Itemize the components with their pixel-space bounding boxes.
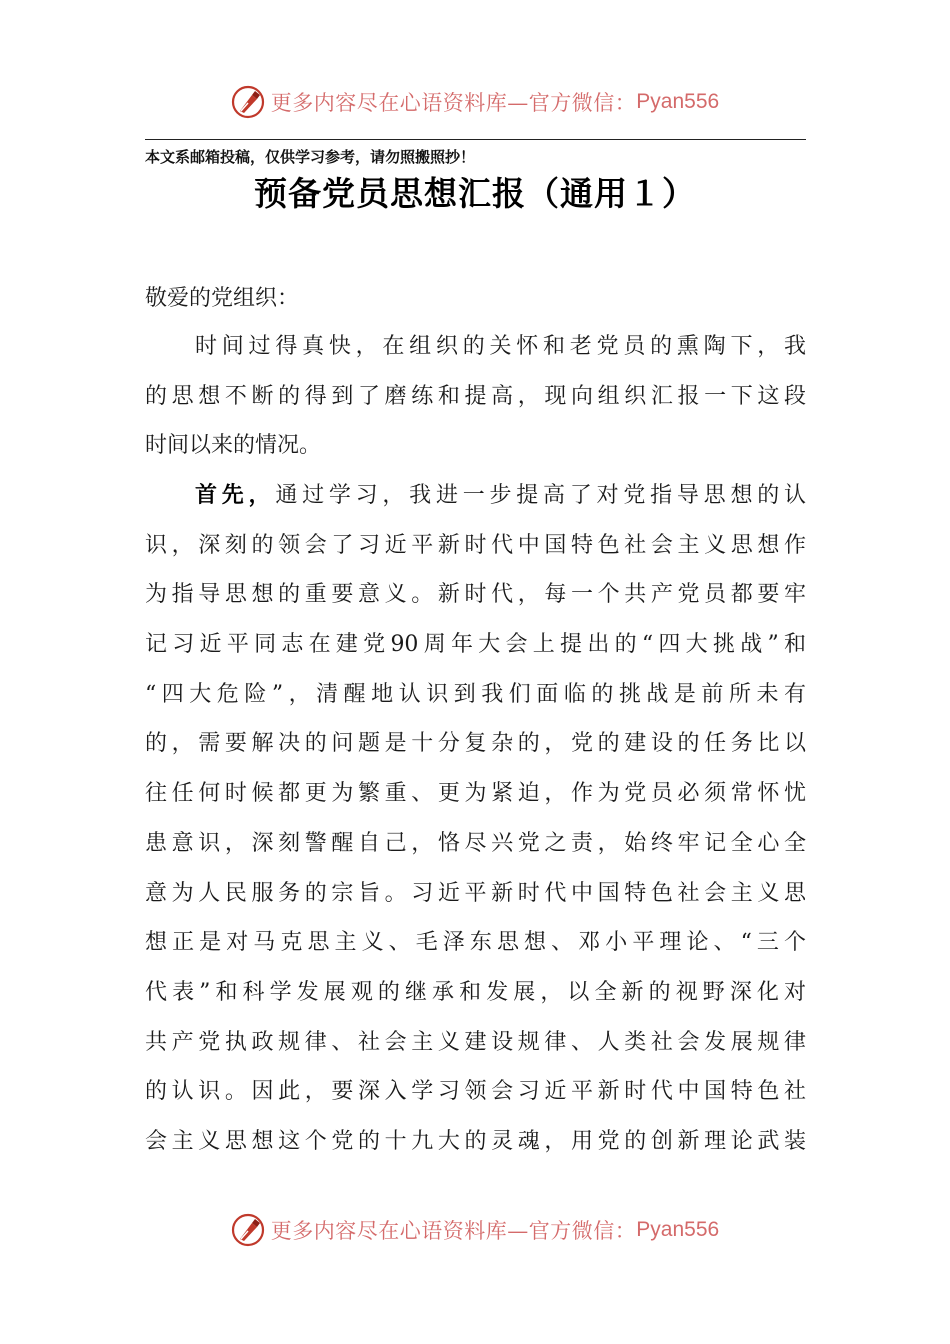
paragraph-line-first xyxy=(145,471,806,521)
paragraph-line: 的思想不断的得到了磨练和提高，现向组织汇报一下这段 xyxy=(145,383,806,409)
footer-banner xyxy=(0,1208,950,1252)
paragraph-line: 代表”和科学发展观的继承和发展，以全新的视野深化对 xyxy=(145,979,806,1005)
paragraph-line: 的，需要解决的问题是十分复杂的，党的建设的任务比以 xyxy=(145,731,806,757)
page-title: 预备党员思想汇报（通用１） xyxy=(254,174,696,213)
paragraph-lead: 首先， xyxy=(195,482,276,508)
paragraph-line: 时间以来的情况。 xyxy=(145,433,322,459)
paragraph-line: 为指导思想的重要意义。新时代，每一个共产党员都要牢 xyxy=(145,582,806,608)
paragraph-line: 意为人民服务的宗旨。习近平新时代中国特色社会主义思 xyxy=(145,880,806,906)
paragraph-2 xyxy=(145,471,806,1167)
pen-nib-logo-icon xyxy=(231,85,265,119)
banner-text: 更多内容尽在心语资料库—官方微信： xyxy=(270,1219,637,1243)
paragraph-line: 患意识，深刻警醒自己，恪尽兴党之责，始终牢记全心全 xyxy=(145,830,806,856)
paragraph-line: 会主义思想这个党的十九大的灵魂，用党的创新理论武装 xyxy=(145,1128,806,1154)
banner-wechat-handle: Pyan556 xyxy=(636,90,720,113)
paragraph-1 xyxy=(145,322,806,471)
banner-wechat-handle: Pyan556 xyxy=(636,1218,720,1241)
pen-nib-logo-icon xyxy=(231,1213,265,1247)
banner-text: 更多内容尽在心语资料库—官方微信： xyxy=(270,91,637,115)
salutation: 敬爱的党组织： xyxy=(145,286,300,311)
paragraph-line: “四大危险”，清醒地认识到我们面临的挑战是前所未有 xyxy=(145,681,806,707)
paragraph-line: 的认识。因此，要深入学习领会习近平新时代中国特色社 xyxy=(145,1079,806,1105)
paragraph-line: 记习近平同志在建党90周年大会上提出的“四大挑战”和 xyxy=(145,632,806,658)
paragraph-line: 识，深刻的领会了习近平新时代中国特色社会主义思想作 xyxy=(145,532,806,558)
submission-notice: 本文系邮箱投稿，仅供学习参考，请勿照搬照抄！ xyxy=(145,148,476,166)
paragraph-line: 往任何时候都更为繁重、更为紧迫，作为党员必须常怀忧 xyxy=(145,781,806,807)
paragraph-line: 想正是对马克思主义、毛泽东思想、邓小平理论、“三个 xyxy=(145,930,806,956)
header-divider xyxy=(145,139,806,140)
paragraph-line: 共产党执政规律、社会主义建设规律、人类社会发展规律 xyxy=(145,1029,806,1055)
paragraph-line: 时间过得真快，在组织的关怀和老党员的熏陶下，我 xyxy=(195,334,806,359)
paragraph-line-rest: 通过学习，我进一步提高了对党指导思想的认 xyxy=(275,483,806,508)
header-banner xyxy=(0,80,950,124)
